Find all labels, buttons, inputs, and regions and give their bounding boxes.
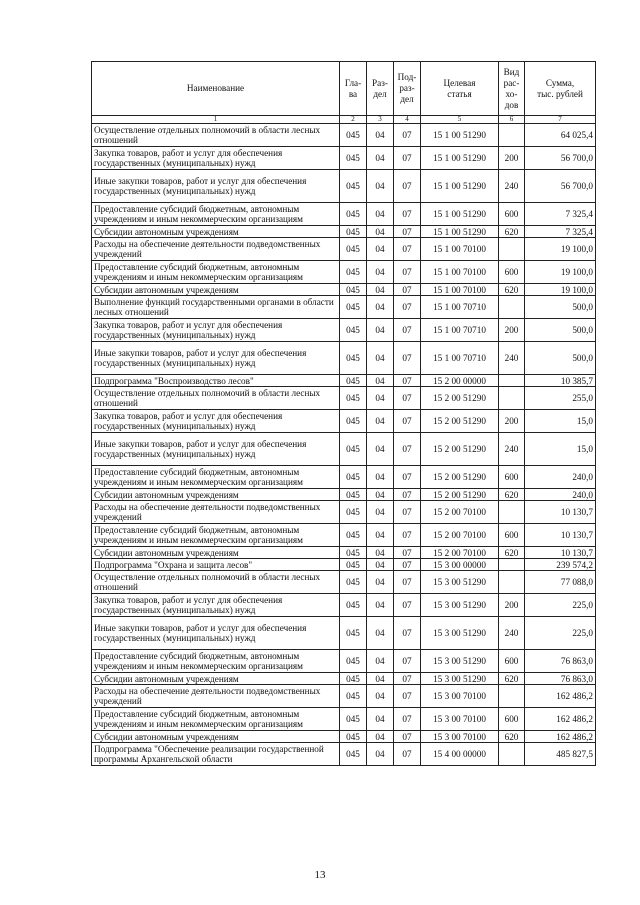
row-razdel: 04 — [367, 296, 394, 319]
row-celevaya-statya: 15 3 00 70100 — [421, 685, 499, 708]
row-name: Предоставление субсидий бюджетным, автономным учреждениям и иным некоммерческим организациям — [92, 650, 340, 673]
table-row — [92, 261, 596, 284]
row-glava: 045 — [340, 466, 367, 489]
col-number: 1 — [92, 116, 340, 124]
row-vid-rashodov — [499, 685, 525, 708]
col-number: 2 — [340, 116, 367, 124]
row-vid-rashodov: 240 — [499, 617, 525, 650]
row-vid-rashodov — [499, 559, 525, 571]
row-razdel: 04 — [367, 617, 394, 650]
row-razdel: 04 — [367, 685, 394, 708]
row-name: Предоставление субсидий бюджетным, автономным учреждениям и иным некоммерческим организациям — [92, 466, 340, 489]
row-name: Субсидии автономным учреждениям — [92, 284, 340, 296]
row-razdel: 04 — [367, 673, 394, 685]
row-glava: 045 — [340, 650, 367, 673]
row-podrazdel: 07 — [394, 594, 421, 617]
col-number: 7 — [525, 116, 596, 124]
row-glava: 045 — [340, 261, 367, 284]
row-glava: 045 — [340, 617, 367, 650]
table-row — [92, 342, 596, 375]
row-glava: 045 — [340, 708, 367, 731]
row-summa: 7 325,4 — [525, 226, 596, 238]
table-row — [92, 617, 596, 650]
row-celevaya-statya: 15 1 00 70100 — [421, 238, 499, 261]
row-celevaya-statya: 15 3 00 70100 — [421, 731, 499, 743]
row-razdel: 04 — [367, 319, 394, 342]
row-name: Подпрограмма "Обеспечение реализации государственной программы Архангельской области — [92, 743, 340, 766]
row-name: Субсидии автономным учреждениям — [92, 547, 340, 559]
row-name: Предоставление субсидий бюджетным, автономным учреждениям и иным некоммерческим организациям — [92, 261, 340, 284]
table-row — [92, 594, 596, 617]
row-podrazdel: 07 — [394, 501, 421, 524]
row-podrazdel: 07 — [394, 571, 421, 594]
row-razdel: 04 — [367, 743, 394, 766]
row-vid-rashodov: 600 — [499, 708, 525, 731]
row-celevaya-statya: 15 3 00 51290 — [421, 673, 499, 685]
row-podrazdel: 07 — [394, 375, 421, 387]
row-summa: 225,0 — [525, 617, 596, 650]
row-podrazdel: 07 — [394, 617, 421, 650]
table-row — [92, 284, 596, 296]
row-summa: 77 088,0 — [525, 571, 596, 594]
row-podrazdel: 07 — [394, 650, 421, 673]
row-vid-rashodov: 200 — [499, 319, 525, 342]
col-number: 5 — [421, 116, 499, 124]
row-celevaya-statya: 15 1 00 70710 — [421, 296, 499, 319]
table-row — [92, 743, 596, 766]
header-razdel: Раз- дел — [367, 62, 394, 116]
row-glava: 045 — [340, 743, 367, 766]
row-summa: 10 130,7 — [525, 547, 596, 559]
row-glava: 045 — [340, 685, 367, 708]
row-podrazdel: 07 — [394, 559, 421, 571]
row-podrazdel: 07 — [394, 524, 421, 547]
table-row — [92, 170, 596, 203]
row-vid-rashodov: 600 — [499, 261, 525, 284]
row-podrazdel: 07 — [394, 170, 421, 203]
row-vid-rashodov: 240 — [499, 342, 525, 375]
row-glava: 045 — [340, 571, 367, 594]
row-razdel: 04 — [367, 559, 394, 571]
header-podrazdel: Под- раз- дел — [394, 62, 421, 116]
row-summa: 240,0 — [525, 466, 596, 489]
row-celevaya-statya: 15 3 00 51290 — [421, 617, 499, 650]
row-vid-rashodov — [499, 124, 525, 147]
row-glava: 045 — [340, 319, 367, 342]
row-glava: 045 — [340, 731, 367, 743]
row-name: Иные закупки товаров, работ и услуг для обеспечения государственных (муниципальных) нужд — [92, 433, 340, 466]
row-vid-rashodov: 600 — [499, 524, 525, 547]
table-row — [92, 433, 596, 466]
row-summa: 162 486,2 — [525, 708, 596, 731]
row-celevaya-statya: 15 2 00 51290 — [421, 387, 499, 410]
row-summa: 15,0 — [525, 410, 596, 433]
row-razdel: 04 — [367, 433, 394, 466]
table-row — [92, 319, 596, 342]
row-name: Субсидии автономным учреждениям — [92, 226, 340, 238]
table-row — [92, 124, 596, 147]
row-celevaya-statya: 15 1 00 70710 — [421, 319, 499, 342]
header-celevaya-statya: Целевая статья — [421, 62, 499, 116]
row-razdel: 04 — [367, 170, 394, 203]
row-glava: 045 — [340, 170, 367, 203]
table-row — [92, 375, 596, 387]
row-celevaya-statya: 15 3 00 51290 — [421, 571, 499, 594]
row-summa: 15,0 — [525, 433, 596, 466]
row-summa: 225,0 — [525, 594, 596, 617]
row-podrazdel: 07 — [394, 319, 421, 342]
row-celevaya-statya: 15 3 00 51290 — [421, 594, 499, 617]
row-vid-rashodov: 200 — [499, 410, 525, 433]
page-number: 13 — [314, 869, 326, 881]
row-vid-rashodov: 240 — [499, 433, 525, 466]
row-celevaya-statya: 15 1 00 51290 — [421, 170, 499, 203]
row-glava: 045 — [340, 387, 367, 410]
row-summa: 64 025,4 — [525, 124, 596, 147]
row-summa: 500,0 — [525, 296, 596, 319]
row-glava: 045 — [340, 489, 367, 501]
row-podrazdel: 07 — [394, 410, 421, 433]
row-podrazdel: 07 — [394, 296, 421, 319]
row-glava: 045 — [340, 296, 367, 319]
table-row — [92, 410, 596, 433]
row-celevaya-statya: 15 2 00 00000 — [421, 375, 499, 387]
table-row — [92, 387, 596, 410]
row-summa: 485 827,5 — [525, 743, 596, 766]
row-name: Субсидии автономным учреждениям — [92, 731, 340, 743]
row-celevaya-statya: 15 2 00 51290 — [421, 489, 499, 501]
row-vid-rashodov — [499, 238, 525, 261]
row-razdel: 04 — [367, 124, 394, 147]
row-vid-rashodov: 620 — [499, 547, 525, 559]
row-name: Предоставление субсидий бюджетным, автономным учреждениям и иным некоммерческим организациям — [92, 524, 340, 547]
row-celevaya-statya: 15 1 00 51290 — [421, 124, 499, 147]
row-razdel: 04 — [367, 547, 394, 559]
table-row — [92, 226, 596, 238]
row-razdel: 04 — [367, 226, 394, 238]
row-celevaya-statya: 15 4 00 00000 — [421, 743, 499, 766]
row-podrazdel: 07 — [394, 731, 421, 743]
row-celevaya-statya: 15 1 00 51290 — [421, 226, 499, 238]
row-podrazdel: 07 — [394, 387, 421, 410]
table-header-row — [92, 62, 596, 116]
row-razdel: 04 — [367, 284, 394, 296]
table-row — [92, 708, 596, 731]
col-number: 6 — [499, 116, 525, 124]
row-summa: 76 863,0 — [525, 650, 596, 673]
row-vid-rashodov: 240 — [499, 170, 525, 203]
row-name: Осуществление отдельных полномочий в области лесных отношений — [92, 387, 340, 410]
row-vid-rashodov — [499, 501, 525, 524]
row-name: Расходы на обеспечение деятельности подведомственных учреждений — [92, 501, 340, 524]
row-name: Осуществление отдельных полномочий в области лесных отношений — [92, 124, 340, 147]
row-razdel: 04 — [367, 571, 394, 594]
row-summa: 10 130,7 — [525, 501, 596, 524]
row-name: Расходы на обеспечение деятельности подведомственных учреждений — [92, 685, 340, 708]
row-summa: 162 486,2 — [525, 731, 596, 743]
row-podrazdel: 07 — [394, 238, 421, 261]
table-row — [92, 673, 596, 685]
row-celevaya-statya: 15 2 00 70100 — [421, 547, 499, 559]
header-name: Наименование — [92, 62, 340, 116]
row-summa: 19 100,0 — [525, 238, 596, 261]
table-row — [92, 524, 596, 547]
row-razdel: 04 — [367, 466, 394, 489]
row-celevaya-statya: 15 1 00 70710 — [421, 342, 499, 375]
row-podrazdel: 07 — [394, 124, 421, 147]
row-name: Расходы на обеспечение деятельности подведомственных учреждений — [92, 238, 340, 261]
row-celevaya-statya: 15 2 00 51290 — [421, 466, 499, 489]
table-row — [92, 685, 596, 708]
row-vid-rashodov: 620 — [499, 284, 525, 296]
row-glava: 045 — [340, 559, 367, 571]
row-glava: 045 — [340, 673, 367, 685]
row-razdel: 04 — [367, 342, 394, 375]
row-podrazdel: 07 — [394, 708, 421, 731]
table-row — [92, 559, 596, 571]
row-podrazdel: 07 — [394, 547, 421, 559]
table-row — [92, 547, 596, 559]
row-podrazdel: 07 — [394, 466, 421, 489]
row-summa: 76 863,0 — [525, 673, 596, 685]
column-number-row — [92, 116, 596, 124]
row-razdel: 04 — [367, 261, 394, 284]
header-vid-rashodov: Вид рас- хо- дов — [499, 62, 525, 116]
row-vid-rashodov — [499, 387, 525, 410]
row-name: Иные закупки товаров, работ и услуг для обеспечения государственных (муниципальных) нужд — [92, 342, 340, 375]
row-glava: 045 — [340, 501, 367, 524]
row-celevaya-statya: 15 1 00 51290 — [421, 147, 499, 170]
row-glava: 045 — [340, 594, 367, 617]
table-row — [92, 501, 596, 524]
row-glava: 045 — [340, 238, 367, 261]
row-celevaya-statya: 15 1 00 51290 — [421, 203, 499, 226]
row-vid-rashodov — [499, 375, 525, 387]
row-razdel: 04 — [367, 410, 394, 433]
row-vid-rashodov: 620 — [499, 489, 525, 501]
row-podrazdel: 07 — [394, 203, 421, 226]
row-summa: 19 100,0 — [525, 261, 596, 284]
row-vid-rashodov — [499, 571, 525, 594]
row-summa: 500,0 — [525, 342, 596, 375]
row-glava: 045 — [340, 124, 367, 147]
row-vid-rashodov: 200 — [499, 147, 525, 170]
row-glava: 045 — [340, 433, 367, 466]
row-celevaya-statya: 15 1 00 70100 — [421, 261, 499, 284]
row-glava: 045 — [340, 410, 367, 433]
row-glava: 045 — [340, 342, 367, 375]
col-number: 3 — [367, 116, 394, 124]
header-summa: Сумма, тыс. рублей — [525, 62, 596, 116]
table-row — [92, 731, 596, 743]
row-razdel: 04 — [367, 489, 394, 501]
table-row — [92, 571, 596, 594]
row-name: Закупка товаров, работ и услуг для обеспечения государственных (муниципальных) нужд — [92, 410, 340, 433]
row-razdel: 04 — [367, 238, 394, 261]
col-number: 4 — [394, 116, 421, 124]
row-celevaya-statya: 15 2 00 51290 — [421, 433, 499, 466]
row-glava: 045 — [340, 375, 367, 387]
row-vid-rashodov: 600 — [499, 203, 525, 226]
row-vid-rashodov — [499, 296, 525, 319]
row-razdel: 04 — [367, 731, 394, 743]
table-row — [92, 489, 596, 501]
row-podrazdel: 07 — [394, 743, 421, 766]
row-celevaya-statya: 15 1 00 70100 — [421, 284, 499, 296]
row-vid-rashodov: 600 — [499, 650, 525, 673]
row-summa: 56 700,0 — [525, 170, 596, 203]
row-summa: 255,0 — [525, 387, 596, 410]
table-row — [92, 147, 596, 170]
row-summa: 7 325,4 — [525, 203, 596, 226]
row-razdel: 04 — [367, 594, 394, 617]
row-summa: 240,0 — [525, 489, 596, 501]
row-glava: 045 — [340, 284, 367, 296]
header-glava: Гла- ва — [340, 62, 367, 116]
row-glava: 045 — [340, 203, 367, 226]
row-celevaya-statya: 15 2 00 51290 — [421, 410, 499, 433]
row-razdel: 04 — [367, 708, 394, 731]
row-name: Иные закупки товаров, работ и услуг для обеспечения государственных (муниципальных) нужд — [92, 617, 340, 650]
row-name: Осуществление отдельных полномочий в области лесных отношений — [92, 571, 340, 594]
row-summa: 10 385,7 — [525, 375, 596, 387]
row-razdel: 04 — [367, 387, 394, 410]
row-podrazdel: 07 — [394, 284, 421, 296]
row-vid-rashodov: 620 — [499, 673, 525, 685]
row-summa: 162 486,2 — [525, 685, 596, 708]
row-name: Субсидии автономным учреждениям — [92, 489, 340, 501]
row-name: Подпрограмма "Воспроизводство лесов" — [92, 375, 340, 387]
row-vid-rashodov: 600 — [499, 466, 525, 489]
row-name: Подпрограмма "Охрана и защита лесов" — [92, 559, 340, 571]
row-razdel: 04 — [367, 375, 394, 387]
row-celevaya-statya: 15 3 00 70100 — [421, 708, 499, 731]
row-vid-rashodov: 620 — [499, 226, 525, 238]
row-vid-rashodov: 620 — [499, 731, 525, 743]
row-name: Выполнение функций государственными органами в области лесных отношений — [92, 296, 340, 319]
row-celevaya-statya: 15 2 00 70100 — [421, 501, 499, 524]
row-name: Субсидии автономным учреждениям — [92, 673, 340, 685]
row-summa: 239 574,2 — [525, 559, 596, 571]
row-name: Предоставление субсидий бюджетным, автономным учреждениям и иным некоммерческим организациям — [92, 708, 340, 731]
row-glava: 045 — [340, 524, 367, 547]
row-celevaya-statya: 15 3 00 00000 — [421, 559, 499, 571]
table-row — [92, 296, 596, 319]
row-podrazdel: 07 — [394, 433, 421, 466]
row-summa: 56 700,0 — [525, 147, 596, 170]
table-row — [92, 650, 596, 673]
row-celevaya-statya: 15 3 00 51290 — [421, 650, 499, 673]
row-name: Иные закупки товаров, работ и услуг для обеспечения государственных (муниципальных) нужд — [92, 170, 340, 203]
row-podrazdel: 07 — [394, 261, 421, 284]
row-name: Закупка товаров, работ и услуг для обеспечения государственных (муниципальных) нужд — [92, 319, 340, 342]
table-row — [92, 466, 596, 489]
row-summa: 19 100,0 — [525, 284, 596, 296]
row-glava: 045 — [340, 226, 367, 238]
row-summa: 10 130,7 — [525, 524, 596, 547]
row-summa: 500,0 — [525, 319, 596, 342]
row-celevaya-statya: 15 2 00 70100 — [421, 524, 499, 547]
row-name: Закупка товаров, работ и услуг для обеспечения государственных (муниципальных) нужд — [92, 147, 340, 170]
table-row — [92, 238, 596, 261]
row-podrazdel: 07 — [394, 342, 421, 375]
row-podrazdel: 07 — [394, 226, 421, 238]
row-razdel: 04 — [367, 501, 394, 524]
table-body — [92, 124, 596, 766]
table-row — [92, 203, 596, 226]
row-podrazdel: 07 — [394, 685, 421, 708]
budget-table — [91, 61, 596, 766]
row-razdel: 04 — [367, 203, 394, 226]
row-razdel: 04 — [367, 147, 394, 170]
row-name: Предоставление субсидий бюджетным, автономным учреждениям и иным некоммерческим организациям — [92, 203, 340, 226]
row-podrazdel: 07 — [394, 489, 421, 501]
row-razdel: 04 — [367, 524, 394, 547]
row-razdel: 04 — [367, 650, 394, 673]
row-glava: 045 — [340, 147, 367, 170]
row-vid-rashodov: 200 — [499, 594, 525, 617]
row-name: Закупка товаров, работ и услуг для обеспечения государственных (муниципальных) нужд — [92, 594, 340, 617]
row-podrazdel: 07 — [394, 673, 421, 685]
row-glava: 045 — [340, 547, 367, 559]
row-vid-rashodov — [499, 743, 525, 766]
row-podrazdel: 07 — [394, 147, 421, 170]
